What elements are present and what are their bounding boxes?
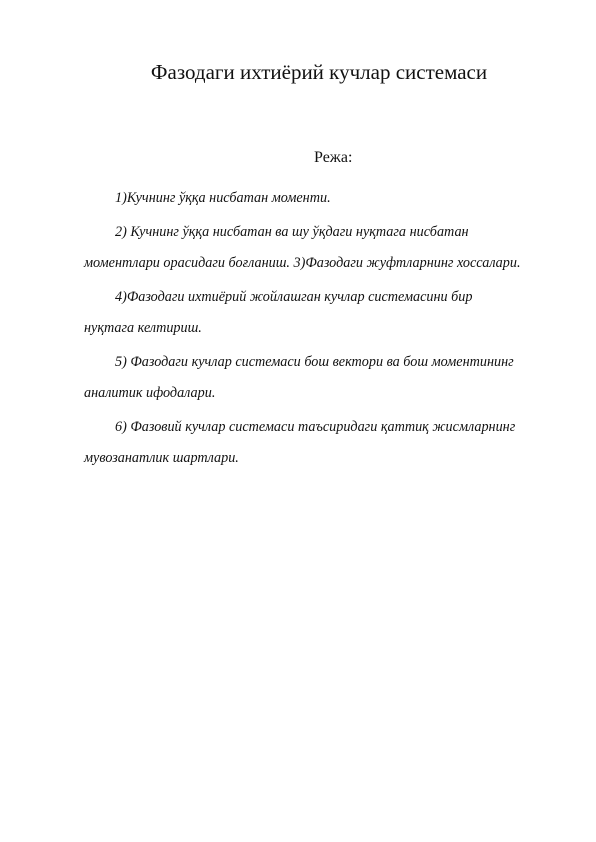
- plan-item-3: 4)Фазодаги ихтиёрий жойлашган кучлар системасини бир нуқтага келтириш.: [84, 288, 473, 336]
- plan-item-1: 1)Кучнинг ўққа нисбатан моменти.: [115, 190, 331, 206]
- plan-item-5: 6) Фазовий кучлар системаси таъсиридаги қаттиқ жисмларнинг мувозанатлик шартлари.: [84, 418, 516, 466]
- document-title: Фазодаги ихтиёрий кучлар системаси: [150, 60, 488, 84]
- plan-list: [84, 183, 524, 475]
- plan-item-2: 2) Кучнинг ўққа нисбатан ва шу ўқдаги нуқтага нисбатан моментлари орасидаги боғланиш. 3)Фазодаги жуфтларнинг хоссалари.: [84, 223, 521, 271]
- plan-item-4: 5) Фазодаги кучлар системаси бош вектори ва бош моментининг аналитик ифодалари.: [84, 353, 514, 401]
- plan-heading: Режа:: [314, 149, 353, 166]
